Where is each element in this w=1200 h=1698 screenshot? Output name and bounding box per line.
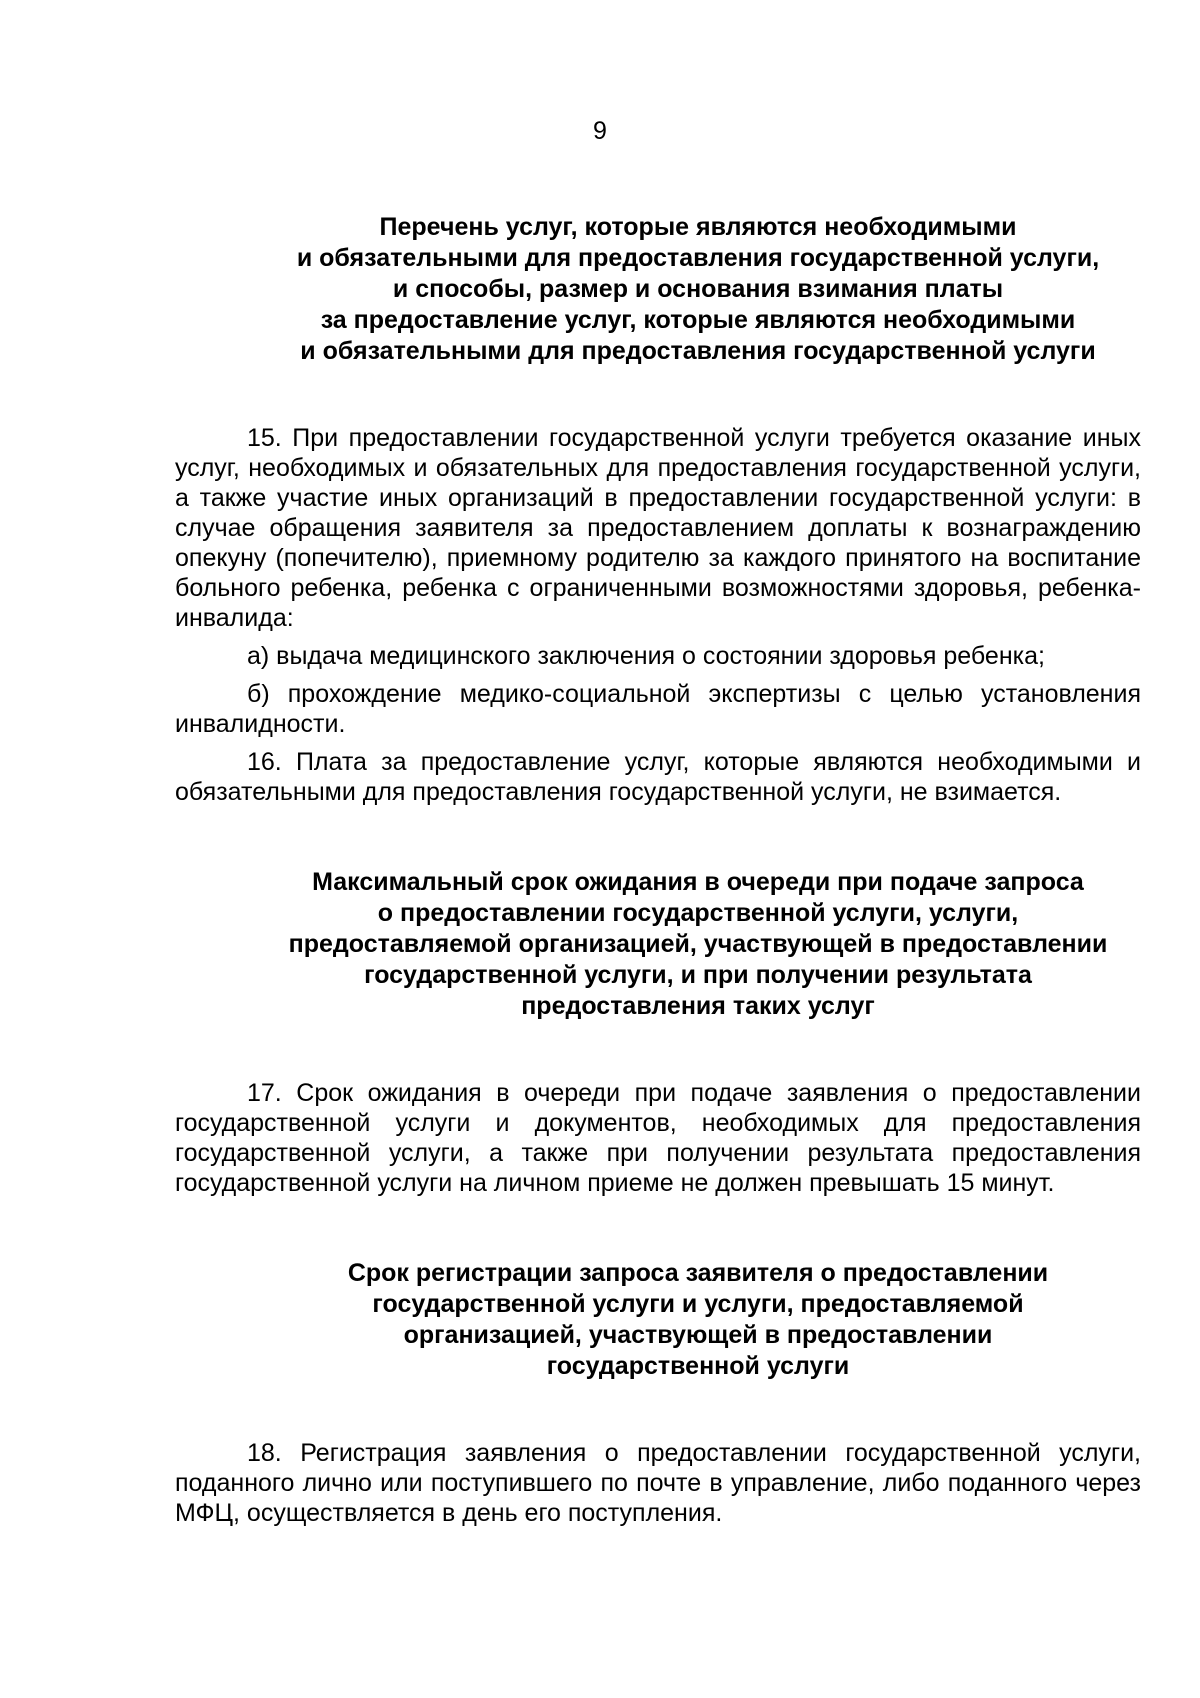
spacer [175,367,1141,423]
heading-line: и обязательными для предоставления государственной услуги, [296,244,1100,272]
document-body [175,212,1141,1536]
heading-line: Срок регистрации запроса заявителя о предоставлении [347,1259,1049,1287]
heading-line: Максимальный срок ожидания в очереди при подаче запроса [312,868,1084,896]
heading-line: государственной услуги и услуги, предоставляемой [372,1290,1024,1318]
section-heading-queue-time [175,867,1141,1022]
heading-line: за предоставление услуг, которые являются необходимыми [320,306,1076,334]
paragraph-16: 16. Плата за предоставление услуг, которые являются необходимыми и обязательными для предоставления государственной услуги, не взимается. [175,748,1141,806]
list-item-b: б) прохождение медико-социальной экспертизы с целью установления инвалидности. [175,680,1141,738]
paragraph-17: 17. Срок ожидания в очереди при подаче заявления о предоставлении государственной услуги и документов, необходимых для предоставления государственной услуги, а также при получении результата предоставления государственной услуги на личном приеме не должен превышать 15 минут. [175,1079,1141,1197]
heading-line: государственной услуги, и при получении результата [364,961,1032,989]
spacer [175,1382,1141,1438]
paragraph-18: 18. Регистрация заявления о предоставлении государственной услуги, поданного лично или поступившего по почте в управление, либо поданного через МФЦ, осуществляется в день его поступления. [175,1439,1141,1527]
heading-line: организацией, участвующей в предоставлении [403,1321,993,1349]
page-number: 9 [593,117,607,145]
spacer [175,815,1141,867]
section-heading-services-list [175,212,1141,367]
heading-line: и способы, размер и основания взимания платы [392,275,1004,303]
list-item-a: а) выдача медицинского заключения о состоянии здоровья ребенка; [247,642,1045,670]
heading-line: и обязательными для предоставления государственной услуги [300,337,1096,365]
heading-line: о предоставлении государственной услуги, услуги, [377,899,1019,927]
paragraph-15: 15. При предоставлении государственной услуги требуется оказание иных услуг, необходимых и обязательных для предоставления государственной услуги, а также участие иных организаций в предоставлении государственной услуги: в случае обращения заявителя за предоставлением доплаты к вознаграждению опекуну (попечителю), приемному родителю за каждого принятого на воспитание больного ребенка, ребенка с ограниченными возможностями здоровья, ребенка-инвалида: [175,424,1141,632]
heading-line: Перечень услуг, которые являются необходимыми [379,213,1017,241]
spacer [175,1206,1141,1258]
section-heading-registration-time [175,1258,1141,1382]
heading-line: предоставляемой организацией, участвующей в предоставлении [288,930,1108,958]
heading-line: государственной услуги [546,1352,850,1380]
heading-line: предоставления таких услуг [521,992,875,1020]
spacer [175,1022,1141,1078]
